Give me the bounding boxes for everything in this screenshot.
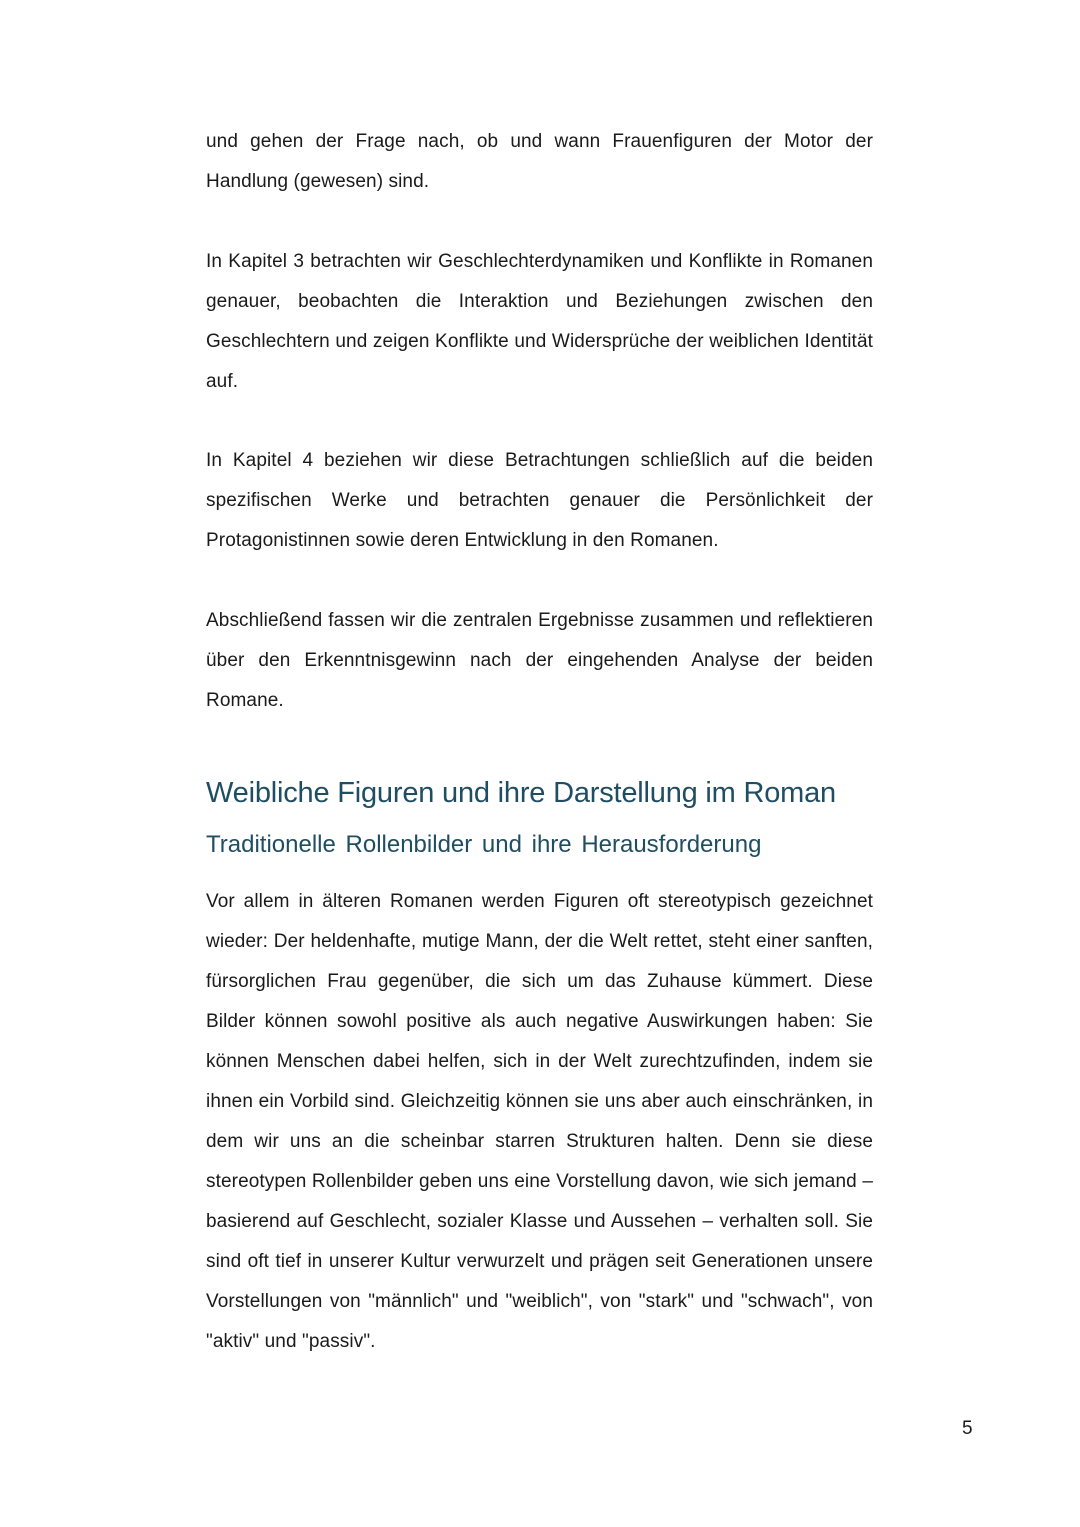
paragraph-conclusion: Abschließend fassen wir die zentralen Ergebnisse zusammen und reflektieren über den Erkenntnisgewinn nach der eingehenden Analyse der beiden Romane.	[206, 610, 873, 711]
subsection-heading: Traditionelle Rollenbilder und ihre Herausforderung	[206, 831, 762, 858]
section-heading: Weibliche Figuren und ihre Darstellung im Roman	[206, 777, 836, 809]
paragraph-intro-end: und gehen der Frage nach, ob und wann Frauenfiguren der Motor der Handlung (gewesen) sind.	[206, 131, 873, 192]
paragraph-chapter-3: In Kapitel 3 betrachten wir Geschlechterdynamiken und Konflikte in Romanen genauer, beobachten die Interaktion und Beziehungen zwischen den Geschlechtern und zeigen Konflikte und Widersprüche der weiblichen Identität auf.	[206, 251, 873, 392]
paragraph-chapter-4: In Kapitel 4 beziehen wir diese Betrachtungen schließlich auf die beiden spezifischen Werke und betrachten genauer die Persönlichkeit der Protagonistinnen sowie deren Entwicklung in den Romanen.	[206, 450, 873, 551]
paragraph-section-body: Vor allem in älteren Romanen werden Figuren oft stereotypisch gezeichnet wieder: Der heldenhafte, mutige Mann, der die Welt rettet, steht einer sanften, fürsorglichen Frau gegenüber, die sich um das Zuhause kümmert. Diese Bilder können sowohl positive als auch negative Auswirkungen haben: Sie können Menschen dabei helfen, sich in der Welt zurechtzufinden, indem sie ihnen ein Vorbild sind. Gleichzeitig können sie uns aber auch einschränken, in dem wir uns an die scheinbar starren Strukturen halten. Denn sie diese stereotypen Rollenbilder geben uns eine Vorstellung davon, wie sich jemand – basierend auf Geschlecht, sozialer Klasse und Aussehen – verhalten soll. Sie sind oft tief in unserer Kultur verwurzelt und prägen seit Generationen unsere Vorstellungen von "männlich" und "weiblich", von "stark" und "schwach", von "aktiv" und "passiv".	[206, 891, 873, 1352]
page-number: 5	[962, 1418, 973, 1439]
